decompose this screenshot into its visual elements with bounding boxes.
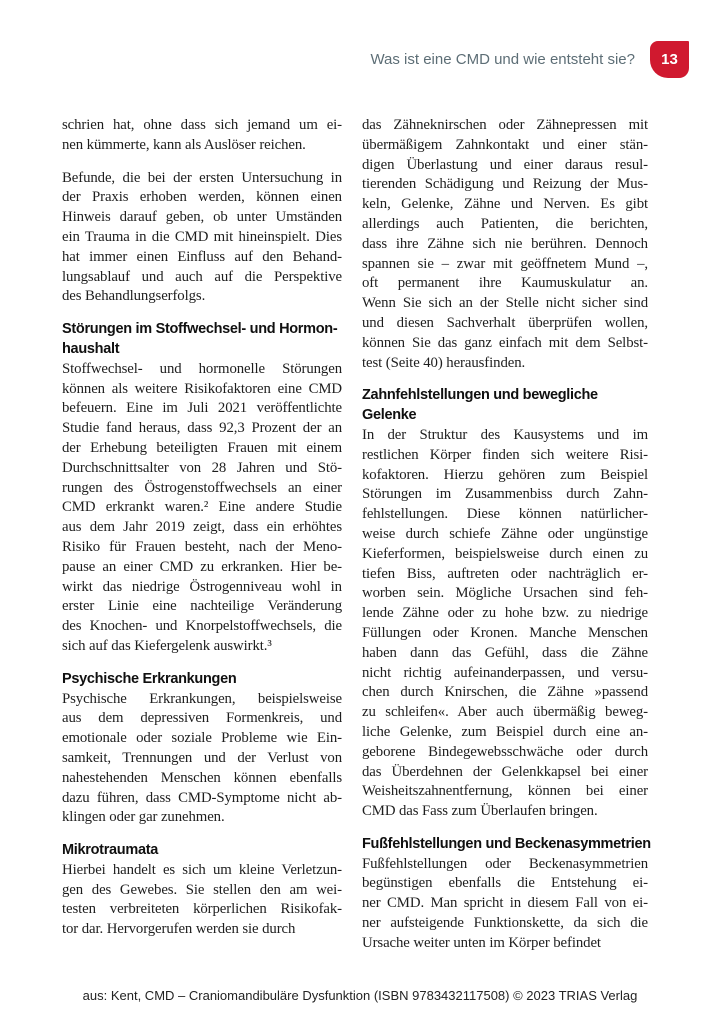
text-line: der Praxis erhoben werden, können einen xyxy=(62,189,342,206)
text-line: digen Überlastung und einer daraus resul- xyxy=(362,156,648,173)
column-right xyxy=(362,116,651,954)
text-line: übermäßigem Zahnkontakt und einer stän- xyxy=(362,136,648,153)
text-line: können als weitere Risikofaktoren eine CMD xyxy=(62,380,342,397)
text-line: Studie fand heraus, dass 92,3 Prozent der an xyxy=(62,420,342,437)
text-line: Psychische Erkrankungen, beispielsweise xyxy=(62,690,342,707)
text-line: Durchschnittsalter von 28 Jahren und Stö- xyxy=(62,459,342,476)
text-line: schrien hat, ohne dass sich jemand um ei- xyxy=(62,117,342,133)
text-line: befeuern. Eine im Juli 2021 veröffentlichte xyxy=(62,400,342,417)
text-line: dass ihre Zähne sich nie berühren. Dennoch xyxy=(362,235,648,252)
paragraph xyxy=(62,116,342,156)
text-line: worben sein. Mögliche Ursachen sind feh- xyxy=(362,585,648,602)
text-line: liche Gelenke, zum Beispiel durch eine an- xyxy=(362,723,648,740)
text-line: tierenden Schädigung und Reizung der Mus- xyxy=(362,176,648,193)
paragraph xyxy=(62,169,342,308)
text-line: zu schleifen«. Aber auch übermäßig beweg- xyxy=(362,704,648,721)
text-columns xyxy=(62,116,651,954)
text-line: Stoffwechsel- und hormonelle Störungen xyxy=(62,360,342,377)
text-line: keln, Gelenke, Zähne und Nerven. Es gibt xyxy=(362,196,648,213)
paragraph xyxy=(362,116,648,373)
text-line: tor dar. Hervorgerufen werden sie durch xyxy=(62,921,296,938)
paragraph xyxy=(362,426,648,822)
text-line: Füllungen oder Kronen. Manche Menschen xyxy=(362,624,648,641)
text-line: tiefen Biss, auftreten oder nachträglich er- xyxy=(362,565,648,582)
text-line: weise durch schiefe Zähne oder ungünstige xyxy=(362,525,648,542)
text-line: fehlstellungen. Diese können natürlicher- xyxy=(362,506,648,523)
text-line: Weisheitszahnentfernung, können bei einer xyxy=(362,783,648,800)
text-line: In der Struktur des Kausystems und im xyxy=(362,426,648,443)
text-line: Kieferformen, beispielsweise durch einen zu xyxy=(362,545,648,562)
heading-line: Psychische Erkrankungen xyxy=(62,670,237,687)
text-line: Hierbei handelt es sich um kleine Verletzun- xyxy=(62,861,342,878)
text-line: CMD erkrankt waren.² Eine andere Studie xyxy=(62,499,342,516)
text-line: Wenn Sie sich an der Stelle nicht sicher sind xyxy=(362,295,648,312)
paragraph xyxy=(362,855,648,954)
section-heading xyxy=(62,670,342,690)
heading-line: Zahnfehlstellungen und bewegliche xyxy=(362,387,598,404)
heading-line: haushalt xyxy=(62,340,120,357)
paragraph xyxy=(62,861,342,940)
text-line: sich auf das Kiefergelenk auswirkt.³ xyxy=(62,637,272,654)
text-line: samkeit, Trennungen und der Verlust von xyxy=(62,749,342,766)
section-heading xyxy=(62,841,342,861)
footer-text: aus: Kent, CMD – Craniomandibuläre Dysfunktion (ISBN 9783432117508) © 2023 TRIAS Verlag xyxy=(82,988,638,1003)
text-line: und diesen Sachverhalt überprüfen wollen, xyxy=(362,314,648,331)
text-line: gen des Gewebes. Sie stellen den am wei- xyxy=(62,881,342,898)
text-line: oft permanent ihre Kaumuskulatur an. xyxy=(362,275,648,292)
text-line: aus dem Jahr 2019 zeigt, dass ein erhöhtes xyxy=(62,519,342,536)
page-number-badge: 13 xyxy=(650,41,689,78)
text-line: kofaktoren. Hierzu gehören zum Beispiel xyxy=(362,466,648,483)
text-line: wirkt das niedrige Östrogenniveau wohl in xyxy=(62,578,342,595)
text-line: Fußfehlstellungen oder Beckenasymmetrien xyxy=(362,855,648,872)
text-line: rungen des Östrogenstoffwechsels an einer xyxy=(62,479,342,496)
text-line: des Behandlungserfolgs. xyxy=(62,288,206,305)
text-line: das Zähneknirschen oder Zähnepressen mit xyxy=(362,117,648,133)
paragraph xyxy=(62,690,342,829)
text-line: hat immer einen Einfluss auf den Behand- xyxy=(62,248,342,265)
text-line: testen verbreiteten körperlichen Risikofak- xyxy=(62,901,342,918)
text-line: ner CMD. Man spricht in diesem Fall von ei- xyxy=(362,895,648,912)
text-line: dazu führen, dass CMD-Symptome nicht ab- xyxy=(62,789,342,806)
text-line: der Erhebung beteiligten Frauen mit einem xyxy=(62,439,342,456)
page-footer xyxy=(0,988,720,1003)
text-line: aus dem depressiven Formenkreis, und xyxy=(62,710,342,727)
text-line: lende Zähne oder zu hohe bzw. zu niedrige xyxy=(362,605,648,622)
text-line: ner aufsteigende Funktionskette, da sich die xyxy=(362,915,648,932)
text-line: chen durch Knirschen, die Zähne »passend xyxy=(362,684,648,701)
text-line: nicht richtig aufeinanderpassen, und versu- xyxy=(362,664,648,681)
text-line: lungsablauf und auch auf die Perspektive xyxy=(62,268,342,285)
section-heading xyxy=(362,386,648,426)
text-line: Störungen im Zusammenbiss durch Zahn- xyxy=(362,486,648,503)
text-line: geborene Bindegewebsschwäche oder durch xyxy=(362,743,648,760)
text-line: spannen sie – zwar mit geöffnetem Mund –, xyxy=(362,255,648,272)
text-line: das Überdehnen der Gelenkkapsel bei einer xyxy=(362,763,648,780)
text-line: Ursache weiter unten im Körper befindet xyxy=(362,934,601,951)
text-line: nahestehenden Menschen können ebenfalls xyxy=(62,769,342,786)
text-line: restlichen Körper finden sich weitere Risi- xyxy=(362,446,648,463)
text-line: können Sie das ganz einfach mit dem Selbst- xyxy=(362,334,648,351)
heading-line: Mikrotraumata xyxy=(62,842,159,859)
text-line: haben dann das Gefühl, dass die Zähne xyxy=(362,644,648,661)
text-line: Hinweis darauf geben, ob unter Umständen xyxy=(62,209,342,226)
text-line: allerdings auch Patienten, die berichten, xyxy=(362,215,648,232)
text-line: CMD das Fass zum Überlaufen bringen. xyxy=(362,803,598,820)
text-line: pause an einer CMD zu erkranken. Hier be- xyxy=(62,558,342,575)
header-title: Was ist eine CMD und wie entsteht sie? xyxy=(370,50,635,68)
text-line: emotionale oder soziale Probleme wie Ein- xyxy=(62,730,342,747)
section-heading xyxy=(362,835,651,855)
text-line: nen kümmerte, kann als Auslöser reichen. xyxy=(62,136,306,153)
column-left xyxy=(62,116,342,954)
paragraph xyxy=(62,360,342,657)
text-line: test (Seite 40) herausfinden. xyxy=(362,354,526,371)
text-line: klingen oder gar zunehmen. xyxy=(62,809,225,826)
text-line: Risiko für Frauen besteht, nach der Meno- xyxy=(62,538,342,555)
text-line: Befunde, die bei der ersten Untersuchung in xyxy=(62,169,342,186)
text-line: begünstigen ebenfalls die Entstehung ei- xyxy=(362,875,648,892)
section-heading xyxy=(62,320,342,360)
text-line: des Knochen- und Knorpelstoffwechsels, die xyxy=(62,618,342,635)
text-line: erster Linie eine nachteilige Veränderung xyxy=(62,598,342,615)
page-header xyxy=(370,41,689,78)
heading-line: Störungen im Stoffwechsel- und Hormon- xyxy=(62,321,338,338)
heading-line: Gelenke xyxy=(362,407,417,424)
text-line: ein Trauma in die CMD mit hineinspielt. Dies xyxy=(62,228,342,245)
heading-line: Fußfehlstellungen und Beckenasymmetrien xyxy=(362,835,651,852)
